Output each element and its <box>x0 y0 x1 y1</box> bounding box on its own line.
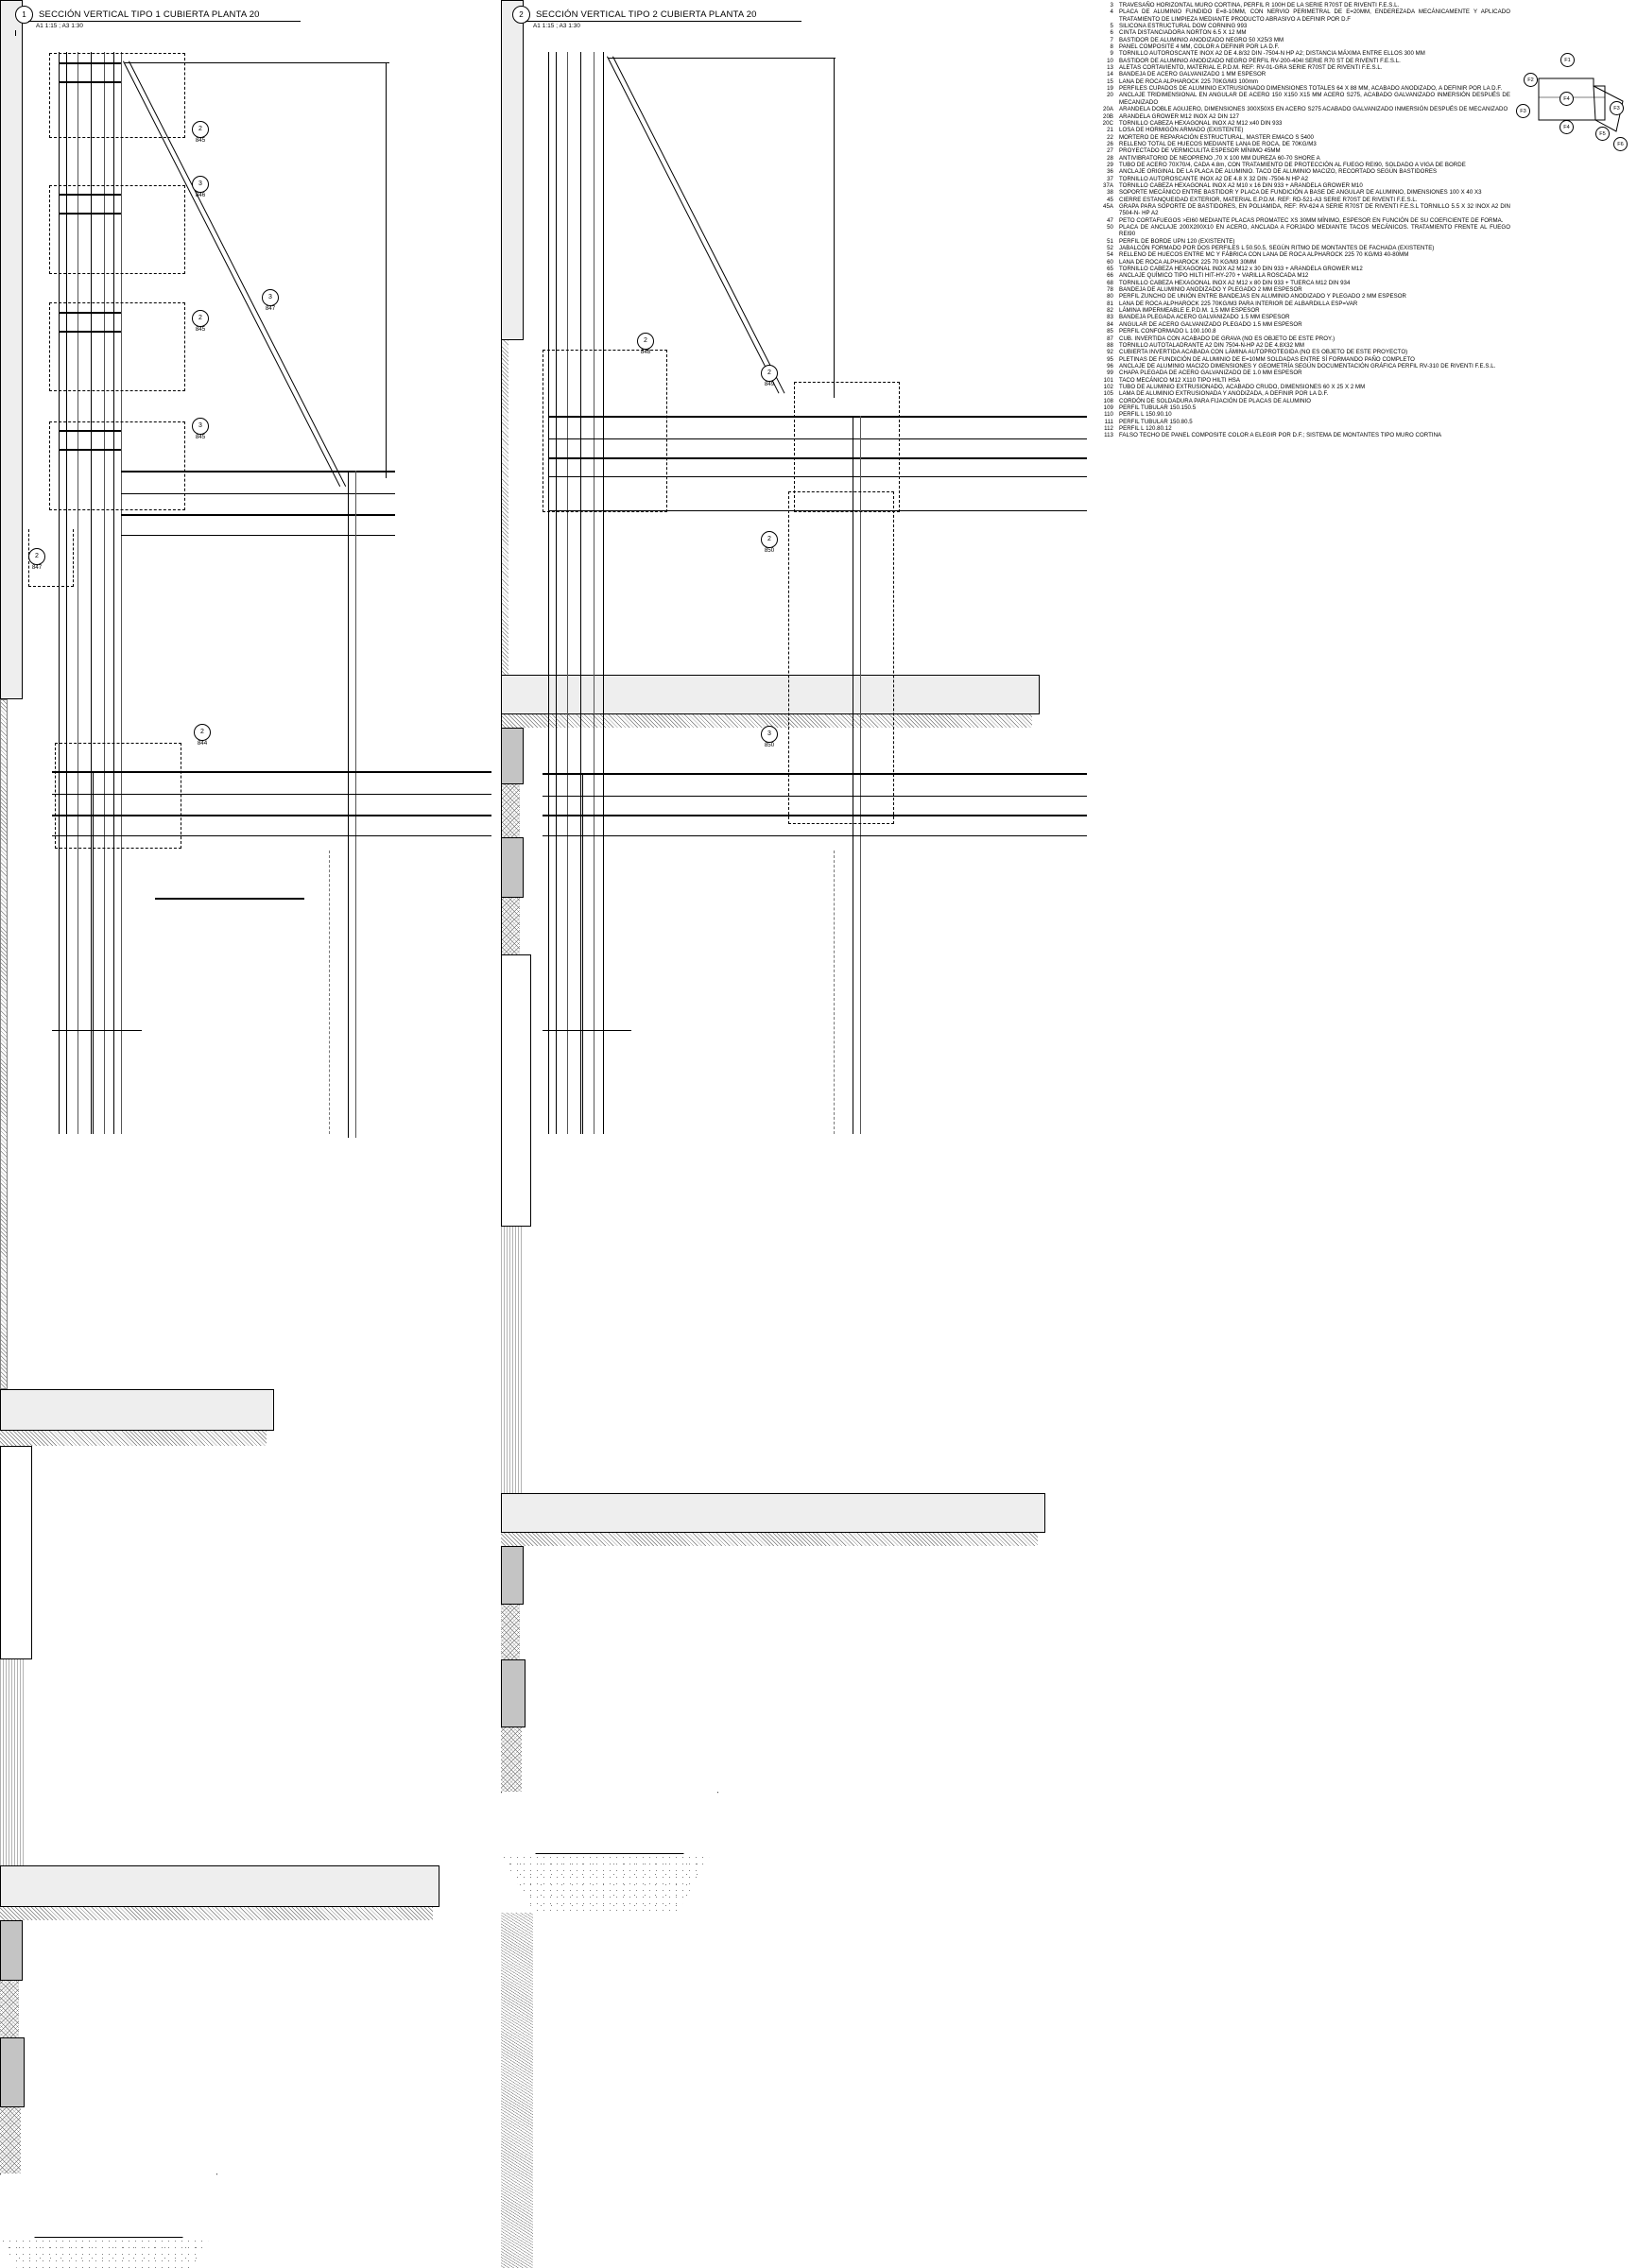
callout2-850-a <box>761 531 778 555</box>
legend-text: RELLENO DE HUECOS ENTRE MC Y FÁBRICA CON LANA DE ROCA ALPHAROCK 225 70 KG/M3 40-80MM <box>1119 251 1409 259</box>
legend-text: BANDEJA PLEGADA ACERO GALVANIZADO 1.5 MM ESPESOR <box>1119 314 1290 321</box>
legend-text: PERFIL CONFORMADO L 100.100.8 <box>1119 328 1216 335</box>
legend-number: 82 <box>1107 307 1113 315</box>
callout-circle: 3 <box>192 418 209 435</box>
legend-text: ANCLAJE TRIDIMENSIONAL EN ANGULAR DE ACERO 150 X150 X15 MM ACERO S275, ACABADO GALVANIZADO INMERSIÓN DESPUÉS DE MECANIZADO <box>1119 92 1510 106</box>
legend-item <box>1094 251 1510 258</box>
beam2-haunch <box>501 1792 718 1854</box>
key-plan-label-f3: F3 <box>1516 104 1530 118</box>
legend-text: PLACA DE ANCLAJE 200X200X10 EN ACERO, ANCLADA A FORJADO MEDIANTE TACOS MECÁNICOS. TRATAMIENTO FRENTE AL FUEGO REI90 <box>1119 224 1510 238</box>
lower-roof-soffit <box>52 835 491 836</box>
callout2-849 <box>761 365 778 388</box>
legend-number: 8 <box>1110 43 1113 51</box>
legend-number: 84 <box>1107 320 1113 328</box>
lower2-upstand-hatch <box>501 1605 520 1659</box>
detail2-zone-850 <box>788 491 894 824</box>
slab-top-line <box>121 471 395 472</box>
legend-item <box>1094 390 1510 397</box>
legend-number: 54 <box>1107 251 1113 259</box>
legend-item <box>1094 78 1510 85</box>
legend-item <box>1094 9 1510 23</box>
legend-number: 87 <box>1107 335 1113 342</box>
legend-text: CIERRE ESTANQUEIDAD EXTERIOR, MATERIAL E.P.D.M. REF: RD-521-A3 SERIE R70ST DE RIVENTI F.E.S.L. <box>1119 196 1418 203</box>
legend-number: 13 <box>1107 64 1113 72</box>
legend-item <box>1094 245 1510 251</box>
brace2-chord <box>609 58 836 59</box>
legend-item <box>1094 238 1510 245</box>
legend-item <box>1094 307 1510 314</box>
legend-text: TORNILLO CABEZA HEXAGONAL INOX A2 M10 x 16 DIN 933 + ARANDELA GROWER M10 <box>1119 181 1363 189</box>
lower2-roof-hatch <box>501 1533 1038 1546</box>
legend-item <box>1094 23 1510 29</box>
lower2-curb-hatch <box>501 1727 522 1792</box>
legend-text: ANCLAJE ORIGINAL DE LA PLACA DE ALUMINIO. TACO DE ALUMINIO MACIZO, RECORTADO SEGÚN BASTIDORES <box>1119 168 1438 176</box>
legend-number: 102 <box>1103 383 1113 390</box>
wall2-insulation <box>501 1913 533 2268</box>
legend-item <box>1094 43 1510 50</box>
legend-text: PERFIL L 120.80.12 <box>1119 424 1172 432</box>
legend-number: 88 <box>1107 341 1113 349</box>
legend-text: BANDEJA DE ACERO GALVANIZADO 1 MM ESPESOR <box>1119 71 1267 78</box>
legend-number: 9 <box>1110 50 1113 58</box>
legend-text: LÁMINA IMPERMEABLE E.P.D.M. 1,5 MM ESPESOR <box>1119 307 1260 315</box>
legend-text: JABALCÓN FORMADO POR DOS PERFILES L 50.50.5, SEGÚN RITMO DE MONTANTES DE FACHADA (EXISTENTE) <box>1119 245 1435 252</box>
brace2-vert <box>834 58 835 398</box>
legend-text: PERFIL DE BORDE UPN 120 (EXISTENTE) <box>1119 237 1235 245</box>
legend-item <box>1094 50 1510 57</box>
legend-text: ANTIVIBRATORIO DE NEOPRENO ,70 X 100 MM DUREZA 60-70 SHORE A <box>1119 154 1320 162</box>
legend-number: 83 <box>1107 314 1113 321</box>
legend-item <box>1094 2 1510 9</box>
detail2-zone-848 <box>543 350 667 512</box>
legend-text: BASTIDOR DE ALUMINIO ANODIZADO NEGRO PERFIL RV-200-404I SERIE R70 ST DE RIVENTI F.E.S.L. <box>1119 57 1401 64</box>
legend-item <box>1094 71 1510 77</box>
callout-circle: 2 <box>192 310 209 327</box>
legend-number: 27 <box>1107 147 1113 155</box>
callout-847-b <box>28 548 45 572</box>
legend-text: PROYECTADO DE VERMICULITA ESPESOR MÍNIMO 45MM <box>1119 147 1281 155</box>
lower-roof-mid <box>52 794 491 795</box>
legend-item <box>1094 425 1510 432</box>
column2-shaft <box>501 954 531 1227</box>
curb2-hatch <box>501 898 520 954</box>
key-plan-label-f2: F2 <box>1524 73 1538 87</box>
slab-bottom-line <box>121 514 395 516</box>
detail-zone-845-low <box>49 421 185 510</box>
callout-844 <box>194 724 211 747</box>
legend-text: ANGULAR DE ACERO GALVANIZADO PLEGADO 1.5 MM ESPESOR <box>1119 320 1302 328</box>
legend-text: LANA DE ROCA ALPHAROCK 225 70KG/M3 100mm <box>1119 77 1258 85</box>
detail-1-title-underline <box>28 21 301 22</box>
callout-circle: 3 <box>192 176 209 193</box>
callout-circle: 3 <box>262 289 279 306</box>
legend-item <box>1094 189 1510 196</box>
brace-chord-top <box>125 62 389 63</box>
detail-2-title: SECCIÓN VERTICAL TIPO 2 CUBIERTA PLANTA 20 <box>536 9 757 20</box>
legend-number: 113 <box>1104 432 1113 439</box>
legend-number: 36 <box>1107 168 1113 176</box>
legend-text: RELLENO TOTAL DE HUECOS MEDIANTE LANA DE ROCA, DE 70KG/M3 <box>1119 140 1317 147</box>
legend-number: 78 <box>1107 286 1113 294</box>
legend-item <box>1094 113 1510 120</box>
legend-number: 105 <box>1103 390 1113 398</box>
cw2-outer-a <box>548 52 549 1134</box>
legend-number: 22 <box>1107 133 1113 141</box>
legend-number: 10 <box>1107 57 1113 64</box>
legend-text: PERFIL L 150.90.10 <box>1119 411 1172 419</box>
callout2-850-b <box>761 726 778 749</box>
legend-item <box>1094 168 1510 175</box>
legend-number: 28 <box>1107 154 1113 162</box>
legend-text: ALETAS CORTAVIENTO, MATERIAL E.P.D.M. REF: RV-01-GRA SERIE R70ST DE RIVENTI F.E.S.L. <box>1119 64 1383 72</box>
legend-text: FALSO TECHO DE PANEL COMPOSITE COLOR A ELEGIR POR D.F.; SISTEMA DE MONTANTES TIPO MURO CORTINA <box>1119 432 1442 439</box>
cw2-mullion-face <box>580 52 581 1134</box>
callout-845-b <box>192 310 209 334</box>
legend-text: CUBIERTA INVERTIDA ACABADA CON LÁMINA AUTOPROTEGIDA (NO ES OBJETO DE ESTE PROYECTO) <box>1119 349 1408 356</box>
legend-item <box>1094 321 1510 328</box>
legend-number: 81 <box>1107 300 1113 307</box>
lower2-curb <box>501 1659 526 1727</box>
callout-circle: 3 <box>761 726 778 743</box>
legend-number: 52 <box>1107 245 1113 252</box>
legend-item <box>1094 162 1510 168</box>
legend-item <box>1094 64 1510 71</box>
beam-haunch <box>0 2174 217 2238</box>
legend-text: BANDEJA DE ALUMINIO ANODIZADO Y PLEGADO 2 MM ESPESOR <box>1119 286 1302 294</box>
detail-2 <box>501 0 1087 1134</box>
lower-roof-hatch <box>0 1907 433 1920</box>
key-plan-label-f4: F4 <box>1559 92 1574 106</box>
legend-number: 108 <box>1103 397 1113 404</box>
legend-text: PETO CORTAFUEGOS >EI60 MEDIANTE PLACAS PROMATEC XS 30MM MÍNIMO, ESPESOR EN FUNCIÓN DE SU COEFICIENTE DE FORMA. <box>1119 216 1504 224</box>
legend-item <box>1094 293 1510 300</box>
legend-text: TORNILLO AUTOROSCANTE INOX A2 DE 4.8 X 32 DIN -7504-N HP A2 <box>1119 175 1309 182</box>
legend-list <box>1094 2 1510 439</box>
lower2-roof-soffit <box>543 835 1087 836</box>
centerline2-vertical <box>834 850 835 1134</box>
legend-number: 99 <box>1107 369 1113 377</box>
mullion-profile-upper <box>0 0 23 699</box>
legend-item <box>1094 29 1510 36</box>
legend-text: TUBO DE ACERO 70X70/4, CADA 4.8m, CON TRATAMIENTO DE PROTECCIÓN AL FUEGO REI90, SOLDADO A VIGA DE BORDE <box>1119 161 1466 168</box>
legend-item <box>1094 363 1510 369</box>
legend-item <box>1094 384 1510 390</box>
legend-text: ANCLAJE QUÍMICO TIPO HILTI HIT-HY-270 + VARILLA ROSCADA M12 <box>1119 272 1309 280</box>
legend-number: 20 <box>1107 92 1113 99</box>
legend-text: ARANDELA GROWER M12 INOX A2 DIN 127 <box>1119 112 1240 120</box>
key-plan-label-f6: F6 <box>1613 137 1628 151</box>
legend-number: 37 <box>1107 175 1113 182</box>
column-edge-right <box>348 471 349 1138</box>
legend-number: 96 <box>1107 362 1113 369</box>
legend-text: CHAPA PLEGADA DE ACERO GALVANIZADO DE 1.0 MM ESPESOR <box>1119 369 1302 377</box>
beam2-hatch <box>501 1854 711 1913</box>
legend-text: TORNILLO CABEZA HEXAGONAL INOX A2 M12 x 80 DIN 933 + TUERCA M12 DIN 934 <box>1119 279 1351 286</box>
callout-number: 845 <box>195 434 206 440</box>
legend-item <box>1094 349 1510 355</box>
legend-number: 47 <box>1107 216 1113 224</box>
legend-item <box>1094 92 1510 106</box>
legend-number: 92 <box>1107 349 1113 356</box>
legend-text: PLETINAS DE FUNDICIÓN DE ALUMINIO DE E=10MM SOLDADAS ENTRE SÍ FORMANDO PAÑO COMPLETO <box>1119 355 1415 363</box>
legend-text: TORNILLO AUTOTALADRANTE A2 DIN 7504-N-HP A2 DE 4.8X32 MM <box>1119 341 1305 349</box>
detail-zone-844 <box>55 743 181 849</box>
mullion2-profile <box>501 0 524 340</box>
legend-number: 21 <box>1107 127 1113 134</box>
legend-text: TORNILLO AUTOROSCANTE INOX A2 DE 4.8/32 DIN -7504-N HP A2; DISTANCIA MÁXIMA ENTRE ELLOS 300 MM <box>1119 50 1425 58</box>
legend-item <box>1094 141 1510 147</box>
key-plan-label-f4b: F4 <box>1559 120 1574 134</box>
legend-item <box>1094 120 1510 127</box>
brace-vert-right <box>386 62 387 478</box>
legend-number: 65 <box>1107 266 1113 273</box>
legend-text: PLACA DE ALUMINIO FUNDIDO E=8-10MM, CON NERVIO PERIMETRAL DE E=20MM, ENDEREZADA MECÁNICAMENTE Y APLICADO TRATAMIENTO DE LIMPIEZA MEDIANTE PRODUCTO ABRASIVO A DEFINIR POR D.F <box>1119 9 1510 23</box>
legend-number: 111 <box>1104 418 1113 425</box>
legend-text: CORDÓN DE SOLDADURA PARA FIJACIÓN DE PLACAS DE ALUMINIO <box>1119 397 1312 404</box>
legend-number: 6 <box>1110 29 1113 37</box>
column-hatch <box>0 1659 25 1865</box>
column-shaft <box>0 1446 32 1659</box>
legend-text: SOPORTE MECÁNICO ENTRE BASTIDOR Y PLACA DE FUNDICIÓN A BASE DE ANGULAR DE ALUMINIO, DIMENSIONES 100 X 40 X3 <box>1119 189 1482 197</box>
lower2-roof-body <box>501 1493 1045 1533</box>
legend-item <box>1094 217 1510 224</box>
legend-item <box>1094 224 1510 238</box>
callout-number: 845 <box>195 326 206 333</box>
legend-item <box>1094 106 1510 112</box>
wall2-insul-edge <box>582 775 583 1134</box>
legend-number: 5 <box>1110 23 1113 30</box>
legend-text: TORNILLO CABEZA HEXAGONAL INOX A2 M12 x40 DIN 933 <box>1119 119 1283 127</box>
callout-845-c <box>192 418 209 441</box>
legend-number: 68 <box>1107 279 1113 286</box>
curb-hatch <box>0 2107 21 2174</box>
curb2-block <box>501 837 524 898</box>
legend-number: 37A <box>1103 181 1113 189</box>
legend-item <box>1094 266 1510 272</box>
upstand2-hatch <box>501 784 520 837</box>
legend-item <box>1094 342 1510 349</box>
key-plan <box>1512 52 1630 165</box>
callout-circle: 2 <box>192 121 209 138</box>
legend-text: MORTERO DE REPARACIÓN ESTRUCTURAL, MASTER EMACO S 5400 <box>1119 133 1314 141</box>
legend-item <box>1094 286 1510 293</box>
slab-body <box>0 1389 274 1431</box>
legend-number: 110 <box>1104 411 1113 419</box>
legend-number: 66 <box>1107 272 1113 280</box>
legend-text: ARANDELA DOBLE AGUJERO, DIMENSIONES 300X50X5 EN ACERO S275 ACABADO GALVANIZADO INMERSIÓN DESPUÉS DE MECANIZADO <box>1119 106 1508 113</box>
legend-text: PERFIL TUBULAR 150.150.5 <box>1119 404 1197 411</box>
legend-item <box>1094 301 1510 307</box>
column2-hatch <box>501 1227 524 1493</box>
callout-number: 847 <box>31 564 43 571</box>
detail-2-id: 2 <box>512 6 530 24</box>
curb-block <box>0 2037 25 2107</box>
callout-number: 845 <box>195 137 206 144</box>
legend-item <box>1094 85 1510 92</box>
legend-text: BASTIDOR DE ALUMINIO ANODIZADO NEGRO 50 X25/3 MM <box>1119 36 1284 43</box>
brace2-line-1 <box>607 57 779 394</box>
upstand-hatch <box>0 1981 19 2037</box>
cw2-outer-b <box>556 52 557 1134</box>
legend-text: SILICONA ESTRUCTURAL DOW CORNING 993 <box>1119 23 1248 30</box>
legend-item <box>1094 398 1510 404</box>
legend-text: PERFIL ZUNCHO DE UNIÓN ENTRE BANDEJAS EN ALUMINIO ANODIZADO Y PLEGADO 2 MM ESPESOR <box>1119 293 1406 301</box>
legend-item <box>1094 176 1510 182</box>
legend-text: LANA DE ROCA ALPHAROCK 225 70 KG/M3 30MM <box>1119 258 1257 266</box>
lower2-upstand <box>501 1546 524 1605</box>
detail-1-left-rule <box>15 30 16 36</box>
callout-circle: 2 <box>637 333 654 350</box>
legend-item <box>1094 197 1510 203</box>
legend-item <box>1094 432 1510 438</box>
legend-number: 20B <box>1103 112 1113 120</box>
slab2-body <box>501 675 1040 714</box>
callout-number: 850 <box>764 742 775 748</box>
detail-zone-846 <box>49 185 185 274</box>
legend-number: 80 <box>1107 293 1113 301</box>
detail-zone-845-mid <box>49 302 185 391</box>
legend-item <box>1094 259 1510 266</box>
legend-text: PERFILES CUPADOS DE ALUMINIO EXTRUSIONADO DIMENSIONES TOTALES 64 X 88 MM, ACABADO ANODIZADO, A DEFINIR POR LA D.F. <box>1119 85 1503 93</box>
callout-number: 848 <box>640 349 651 355</box>
legend-item <box>1094 280 1510 286</box>
legend-text: PERFIL TUBULAR 150.80.5 <box>1119 418 1193 425</box>
legend-number: 50 <box>1107 224 1113 231</box>
legend-number: 101 <box>1103 376 1113 384</box>
detail-1-id: 1 <box>15 6 33 24</box>
legend-item <box>1094 272 1510 279</box>
legend-text: TORNILLO CABEZA HEXAGONAL INOX A2 M12 x 30 DIN 933 + ARANDELA GROWER M12 <box>1119 266 1363 273</box>
legend-number: 45 <box>1107 196 1113 203</box>
wall-insul-edge <box>93 773 94 1134</box>
legend-item <box>1094 127 1510 133</box>
legend-number: 4 <box>1110 9 1113 16</box>
callout-number: 847 <box>265 305 276 312</box>
cw2-inner-face <box>603 52 604 1134</box>
legend-text: CINTA DISTANCIADORA NORTON 6.5 X 12 MM <box>1119 29 1247 37</box>
legend-text: TRAVESAÑO HORIZONTAL MURO CORTINA, PERFIL R 100H DE LA SERIE R70ST DE RIVENTI F.E.S.L. <box>1119 2 1400 9</box>
legend-text: LANA DE ROCA ALPHAROCK 225 70KG/M3 PARA INTERIOR DE ALBARDILLA ESP=VAR <box>1119 300 1358 307</box>
lower-roof-top <box>52 771 491 773</box>
legend-text: GRAPA PARA SOPORTE DE BASTIDORES, EN POLIAMIDA, REF: RV-624 A SERIE R70ST DE RIVENTI F.E.S.L TORNILLO 5.5 X 32 INOX A2 DIN 7504-N- HP A2 <box>1119 202 1510 217</box>
legend-item <box>1094 155 1510 162</box>
legend-item <box>1094 58 1510 64</box>
callout-circle: 2 <box>28 548 45 565</box>
legend-item <box>1094 37 1510 43</box>
ceiling-line <box>121 535 395 536</box>
callout-circle: 2 <box>761 365 778 382</box>
upstand2-block <box>501 728 524 784</box>
detail-2-title-underline <box>526 21 801 22</box>
legend-item <box>1094 328 1510 335</box>
slab-hatch <box>0 1431 267 1446</box>
mullion-hatch-upper <box>0 699 8 1389</box>
legend-number: 19 <box>1107 85 1113 93</box>
callout-number: 849 <box>764 381 775 387</box>
key-plan-label-f1: F1 <box>1560 53 1575 67</box>
callout2-848 <box>637 333 654 356</box>
legend-number: 29 <box>1107 161 1113 168</box>
key-plan-label-f5: F5 <box>1595 127 1610 141</box>
lower-roof-bottom <box>52 815 491 816</box>
legend-text: PANEL COMPOSITE 4 MM, COLOR A DEFINIR POR LA D.F. <box>1119 43 1280 51</box>
legend-number: 95 <box>1107 355 1113 363</box>
callout-number: 846 <box>195 192 206 198</box>
slab-mid-line <box>121 493 395 494</box>
legend-number: 26 <box>1107 140 1113 147</box>
legend-text: TUBO DE ALUMINIO EXTRUSIONADO, ACABADO CRUDO, DIMENSIONES 60 X 25 X 2 MM <box>1119 383 1366 390</box>
mullion2-hatch <box>501 340 508 675</box>
legend-text: LOSA DE HORMIGÓN ARMADO (EXISTENTE) <box>1119 127 1244 134</box>
legend-number: 45A <box>1103 202 1113 210</box>
legend-number: 112 <box>1104 424 1113 432</box>
legend-item <box>1094 377 1510 384</box>
legend-number: 60 <box>1107 258 1113 266</box>
legend-item <box>1094 182 1510 189</box>
callout-circle: 2 <box>761 531 778 548</box>
legend-item <box>1094 419 1510 425</box>
legend-number: 51 <box>1107 237 1113 245</box>
detail-zone-845-upper <box>49 53 185 138</box>
legend-item <box>1094 411 1510 418</box>
legend-item <box>1094 335 1510 342</box>
legend-number: 15 <box>1107 77 1113 85</box>
lower-frame-line <box>52 1030 142 1031</box>
legend-item <box>1094 134 1510 141</box>
upstand-block <box>0 1920 23 1981</box>
legend-number: 38 <box>1107 189 1113 197</box>
legend-number: 7 <box>1110 36 1113 43</box>
legend-item <box>1094 369 1510 376</box>
key-plan-label-f3b: F3 <box>1610 101 1624 115</box>
legend-text: TACO MECÁNICO M12 X110 TIPO HILTI HSA <box>1119 376 1241 384</box>
detail-1 <box>0 0 491 1134</box>
lower-roof-body <box>0 1865 439 1907</box>
legend-number: 3 <box>1110 2 1113 9</box>
legend-item <box>1094 404 1510 411</box>
beam-hatch <box>0 2238 210 2268</box>
legend-number: 20C <box>1102 119 1113 127</box>
legend-item <box>1094 203 1510 217</box>
legend-number: 20A <box>1103 106 1113 113</box>
detail-1-scale: A1 1:15 ; A3 1:30 <box>36 23 84 29</box>
callout-number: 844 <box>197 740 208 747</box>
legend-number: 85 <box>1107 328 1113 335</box>
legend-text: CUB. INVERTIDA CON ACABADO DE GRAVA (NO ES OBJETO DE ESTE PROY.) <box>1119 335 1335 342</box>
detail-2-scale: A1 1:15 ; A3 1:30 <box>533 23 581 29</box>
legend-item <box>1094 314 1510 320</box>
callout-845-a <box>192 121 209 145</box>
legend-number: 14 <box>1107 71 1113 78</box>
detail-1-title: SECCIÓN VERTICAL TIPO 1 CUBIERTA PLANTA 20 <box>39 9 260 20</box>
callout-number: 850 <box>764 547 775 554</box>
callout-circle: 2 <box>194 724 211 741</box>
callout-847-a <box>262 289 279 313</box>
cw2-inner-a <box>567 52 568 1134</box>
centerline-vertical <box>329 850 330 1134</box>
lower2-frame-line <box>543 1030 631 1031</box>
beam-bottom <box>155 898 304 900</box>
column-edge-right2 <box>355 471 356 1138</box>
legend-item <box>1094 356 1510 363</box>
legend-item <box>1094 147 1510 154</box>
legend-number: 109 <box>1103 404 1113 411</box>
legend-text: LAMA DE ALUMINIO EXTRUSIONADA Y ANODIZADA, A DEFINIR POR LA D.F. <box>1119 390 1329 398</box>
callout-846 <box>192 176 209 199</box>
legend-text: ANCLAJE DE ALUMINIO MACIZO DIMENSIONES Y GEOMETRÍA SEGÚN DOCUMENTACIÓN GRÁFICA PERFIL RV-310 DE RIVENTI F.E.S.L. <box>1119 362 1496 369</box>
